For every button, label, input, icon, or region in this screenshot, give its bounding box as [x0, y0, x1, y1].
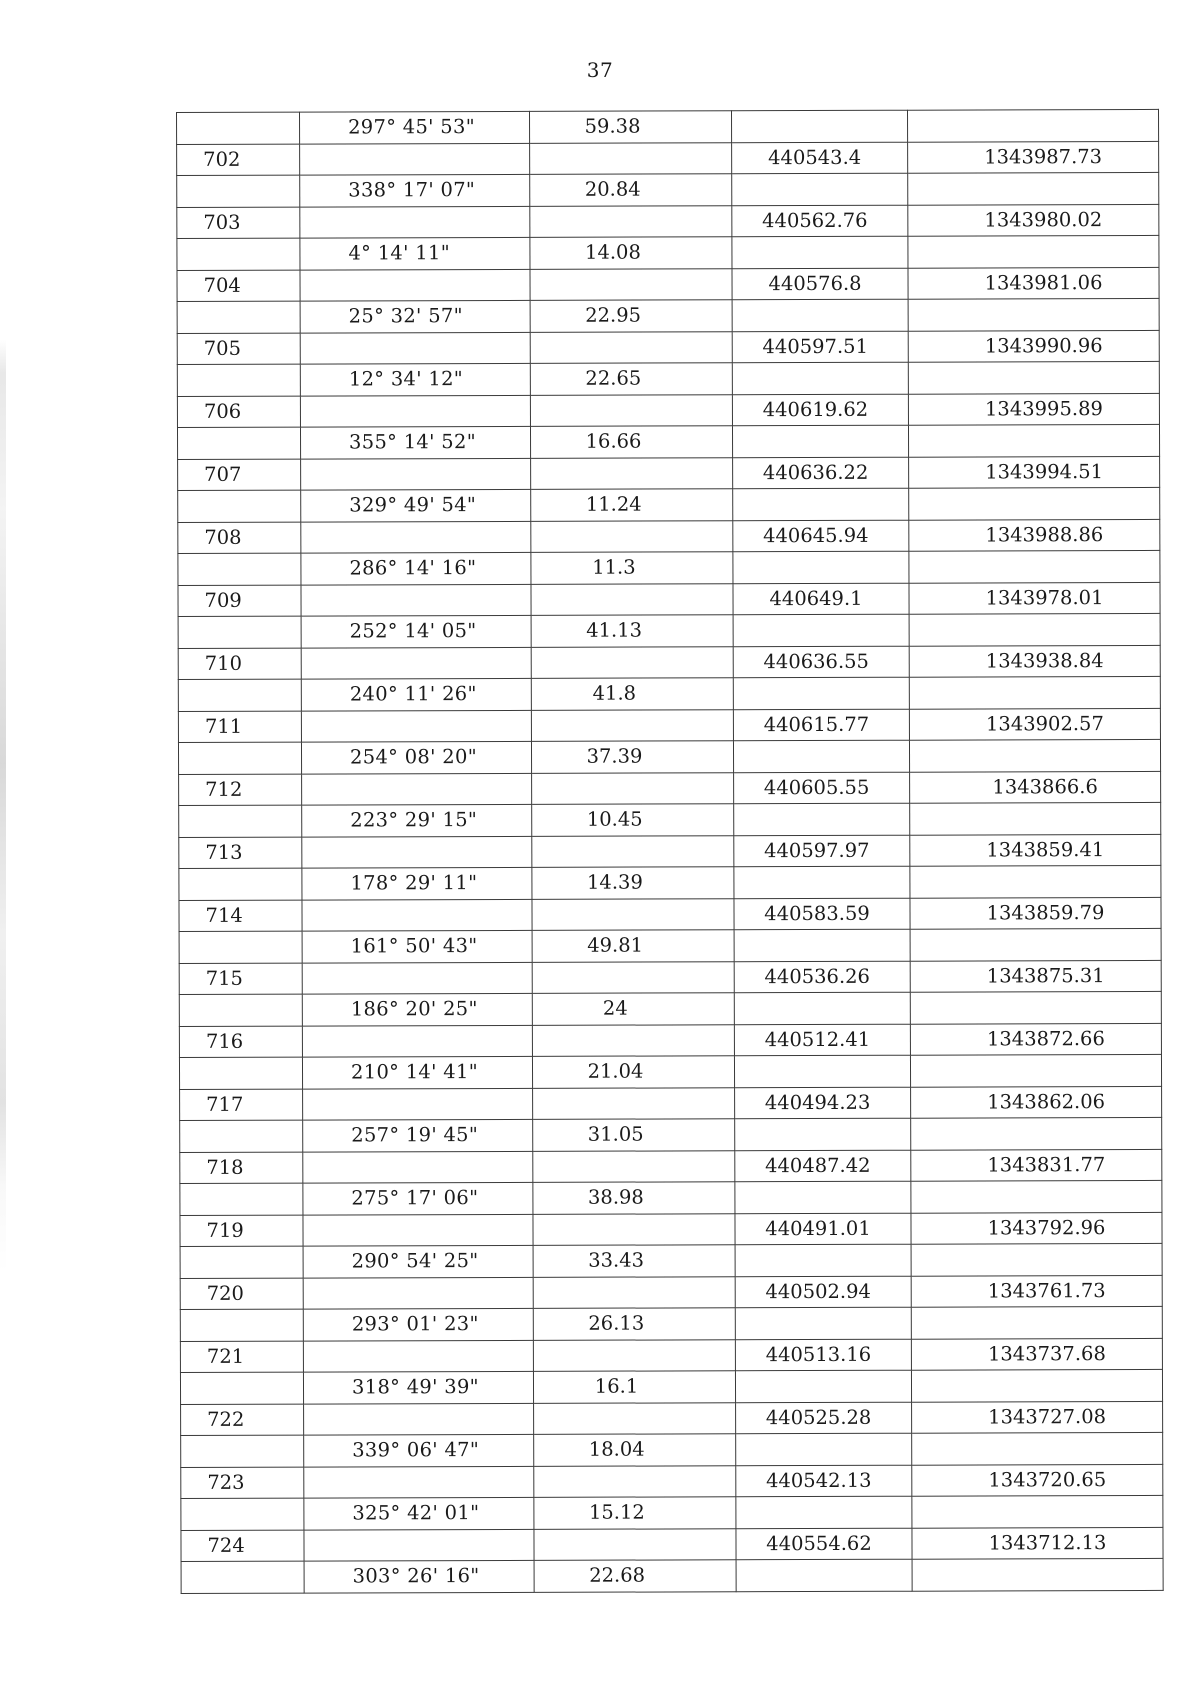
easting-cell-empty — [736, 1433, 912, 1465]
point-id-cell-empty — [179, 868, 302, 900]
point-id-cell-empty — [181, 1498, 304, 1530]
bearing-cell-empty — [304, 1466, 534, 1498]
point-id-cell-empty — [178, 742, 301, 774]
easting-cell: 440554.62 — [736, 1528, 912, 1560]
easting-cell: 440525.28 — [736, 1402, 912, 1434]
distance-cell-empty — [534, 1528, 736, 1560]
point-id-cell: 724 — [181, 1530, 304, 1562]
bearing-cell: 297° 45' 53" — [300, 111, 530, 143]
coordinate-table-body — [177, 109, 1164, 1593]
point-row — [178, 708, 1160, 743]
bearing-cell: 293° 01' 23" — [303, 1308, 533, 1340]
segment-row — [178, 487, 1160, 522]
distance-cell-empty — [532, 835, 734, 867]
easting-cell: 440615.77 — [733, 709, 909, 741]
northing-cell: 1343902.57 — [909, 708, 1160, 740]
point-row — [177, 393, 1159, 428]
northing-cell-empty — [910, 802, 1161, 834]
easting-cell: 440636.55 — [733, 646, 909, 678]
segment-row — [181, 1558, 1163, 1593]
point-id-cell: 721 — [180, 1341, 303, 1373]
northing-cell-empty — [911, 1369, 1162, 1401]
easting-cell: 440583.59 — [734, 898, 910, 930]
northing-cell: 1343737.68 — [911, 1338, 1162, 1370]
point-row — [179, 771, 1161, 806]
point-id-cell-empty — [181, 1561, 304, 1593]
distance-cell-empty — [533, 1150, 735, 1182]
segment-row — [180, 1243, 1162, 1278]
distance-cell: 41.13 — [531, 615, 733, 647]
northing-cell: 1343859.41 — [910, 834, 1161, 866]
easting-cell: 440597.97 — [734, 835, 910, 867]
easting-cell: 440542.13 — [736, 1465, 912, 1497]
point-row — [179, 1023, 1161, 1058]
distance-cell: 26.13 — [533, 1308, 735, 1340]
northing-cell: 1343862.06 — [911, 1086, 1162, 1118]
northing-cell: 1343990.96 — [908, 330, 1159, 362]
bearing-cell-empty — [304, 1403, 534, 1435]
bearing-cell-empty — [300, 332, 530, 364]
northing-cell-empty — [912, 1495, 1163, 1527]
point-id-cell: 704 — [177, 270, 300, 302]
bearing-cell-empty — [302, 962, 532, 994]
bearing-cell: 161° 50' 43" — [302, 930, 532, 962]
bearing-cell: 12° 34' 12" — [300, 363, 530, 395]
segment-row — [180, 1369, 1162, 1404]
bearing-cell: 257° 19' 45" — [303, 1119, 533, 1151]
segment-row — [179, 928, 1161, 963]
northing-cell: 1343994.51 — [909, 456, 1160, 488]
northing-cell-empty — [910, 991, 1161, 1023]
point-id-cell-empty — [179, 994, 302, 1026]
point-row — [179, 897, 1161, 932]
distance-cell-empty — [531, 709, 733, 741]
distance-cell: 22.65 — [530, 363, 732, 395]
distance-cell-empty — [534, 1465, 736, 1497]
segment-row — [178, 676, 1160, 711]
point-id-cell-empty — [177, 364, 300, 396]
easting-cell: 440491.01 — [735, 1213, 911, 1245]
point-row — [178, 582, 1160, 617]
easting-cell: 440605.55 — [734, 772, 910, 804]
northing-cell-empty — [908, 172, 1159, 204]
distance-cell: 14.39 — [532, 867, 734, 899]
segment-row — [181, 1495, 1163, 1530]
easting-cell: 440645.94 — [733, 520, 909, 552]
bearing-cell: 290° 54' 25" — [303, 1245, 533, 1277]
distance-cell-empty — [530, 331, 732, 363]
bearing-cell-empty — [302, 1025, 532, 1057]
easting-cell-empty — [734, 992, 910, 1024]
bearing-cell: 254° 08' 20" — [301, 741, 531, 773]
northing-cell: 1343859.79 — [910, 897, 1161, 929]
bearing-cell: 325° 42' 01" — [304, 1497, 534, 1529]
point-row — [177, 267, 1159, 302]
bearing-cell: 286° 14' 16" — [301, 552, 531, 584]
point-id-cell: 716 — [179, 1026, 302, 1058]
coordinate-table — [176, 109, 1164, 1594]
bearing-cell-empty — [302, 773, 532, 805]
point-id-cell-empty — [177, 427, 300, 459]
bearing-cell: 178° 29' 11" — [302, 867, 532, 899]
northing-cell: 1343988.86 — [909, 519, 1160, 551]
easting-cell: 440513.16 — [735, 1339, 911, 1371]
distance-cell-empty — [534, 1402, 736, 1434]
segment-row — [177, 424, 1159, 459]
point-row — [181, 1464, 1163, 1499]
easting-cell-empty — [731, 110, 907, 142]
point-id-cell: 719 — [180, 1215, 303, 1247]
bearing-cell-empty — [301, 584, 531, 616]
segment-row — [180, 1306, 1162, 1341]
bearing-cell: 339° 06' 47" — [304, 1434, 534, 1466]
point-id-cell: 707 — [178, 459, 301, 491]
easting-cell-empty — [736, 1496, 912, 1528]
distance-cell-empty — [533, 1276, 735, 1308]
point-id-cell-empty — [179, 1057, 302, 1089]
northing-cell-empty — [910, 865, 1161, 897]
northing-cell-empty — [909, 613, 1160, 645]
segment-row — [177, 235, 1159, 270]
point-id-cell: 711 — [178, 711, 301, 743]
point-row — [181, 1527, 1163, 1562]
northing-cell: 1343980.02 — [908, 204, 1159, 236]
distance-cell-empty — [531, 520, 733, 552]
easting-cell: 440597.51 — [732, 331, 908, 363]
bearing-cell: 240° 11' 26" — [301, 678, 531, 710]
easting-cell-empty — [735, 1181, 911, 1213]
bearing-cell-empty — [300, 143, 530, 175]
segment-row — [179, 1054, 1161, 1089]
distance-cell-empty — [530, 205, 732, 237]
point-row — [180, 1212, 1162, 1247]
easting-cell: 440562.76 — [732, 205, 908, 237]
bearing-cell-empty — [302, 836, 532, 868]
bearing-cell-empty — [301, 710, 531, 742]
distance-cell: 11.24 — [531, 489, 733, 521]
segment-row — [178, 739, 1160, 774]
point-row — [180, 1338, 1162, 1373]
distance-cell: 16.1 — [533, 1371, 735, 1403]
bearing-cell: 303° 26' 16" — [304, 1560, 534, 1592]
segment-row — [177, 172, 1159, 207]
easting-cell-empty — [733, 740, 909, 772]
northing-cell: 1343978.01 — [909, 582, 1160, 614]
point-id-cell: 715 — [179, 963, 302, 995]
distance-cell: 24 — [532, 993, 734, 1025]
distance-cell: 38.98 — [533, 1182, 735, 1214]
distance-cell-empty — [530, 268, 732, 300]
point-row — [177, 204, 1159, 239]
northing-cell: 1343831.77 — [911, 1149, 1162, 1181]
distance-cell-empty — [533, 1213, 735, 1245]
point-id-cell: 722 — [181, 1404, 304, 1436]
point-id-cell-empty — [177, 112, 300, 144]
point-id-cell: 709 — [178, 585, 301, 617]
northing-cell: 1343987.73 — [908, 141, 1159, 173]
northing-cell-empty — [908, 298, 1159, 330]
easting-cell-empty — [732, 173, 908, 205]
bearing-cell-empty — [300, 269, 530, 301]
northing-cell: 1343872.66 — [910, 1023, 1161, 1055]
bearing-cell: 355° 14' 52" — [300, 426, 530, 458]
distance-cell-empty — [530, 142, 732, 174]
bearing-cell: 25° 32' 57" — [300, 300, 530, 332]
easting-cell-empty — [733, 551, 909, 583]
point-id-cell-empty — [181, 1435, 304, 1467]
easting-cell-empty — [732, 236, 908, 268]
segment-row — [180, 1180, 1162, 1215]
point-id-cell: 708 — [178, 522, 301, 554]
segment-row — [177, 298, 1159, 333]
point-id-cell-empty — [179, 805, 302, 837]
bearing-cell-empty — [304, 1529, 534, 1561]
point-id-cell-empty — [180, 1246, 303, 1278]
distance-cell: 31.05 — [533, 1119, 735, 1151]
point-row — [180, 1275, 1162, 1310]
point-row — [178, 456, 1160, 491]
easting-cell-empty — [735, 1307, 911, 1339]
distance-cell: 20.84 — [530, 174, 732, 206]
point-row — [180, 1149, 1162, 1184]
distance-cell-empty — [532, 898, 734, 930]
bearing-cell: 329° 49' 54" — [301, 489, 531, 521]
northing-cell: 1343727.08 — [912, 1401, 1163, 1433]
bearing-cell-empty — [301, 458, 531, 490]
bearing-cell: 223° 29' 15" — [302, 804, 532, 836]
easting-cell: 440536.26 — [734, 961, 910, 993]
distance-cell: 22.95 — [530, 300, 732, 332]
bearing-cell-empty — [303, 1277, 533, 1309]
easting-cell: 440649.1 — [733, 583, 909, 615]
point-id-cell: 720 — [180, 1278, 303, 1310]
distance-cell: 37.39 — [531, 741, 733, 773]
northing-cell-empty — [908, 361, 1159, 393]
distance-cell: 10.45 — [532, 804, 734, 836]
northing-cell-empty — [910, 1054, 1161, 1086]
northing-cell-empty — [911, 1243, 1162, 1275]
point-id-cell-empty — [178, 553, 301, 585]
bearing-cell-empty — [301, 647, 531, 679]
segment-row — [181, 1432, 1163, 1467]
northing-cell-empty — [908, 424, 1159, 456]
northing-cell: 1343712.13 — [912, 1527, 1163, 1559]
segment-row — [178, 550, 1160, 585]
bearing-cell-empty — [300, 206, 530, 238]
distance-cell-empty — [531, 457, 733, 489]
point-id-cell-empty — [177, 175, 300, 207]
northing-cell: 1343938.84 — [909, 645, 1160, 677]
distance-cell: 21.04 — [532, 1056, 734, 1088]
point-row — [178, 519, 1160, 554]
bearing-cell: 275° 17' 06" — [303, 1182, 533, 1214]
northing-cell-empty — [909, 739, 1160, 771]
northing-cell: 1343720.65 — [912, 1464, 1163, 1496]
point-id-cell-empty — [180, 1372, 303, 1404]
bearing-cell-empty — [303, 1340, 533, 1372]
point-id-cell: 714 — [179, 900, 302, 932]
northing-cell-empty — [911, 1306, 1162, 1338]
bearing-cell: 4° 14' 11" — [300, 237, 530, 269]
northing-cell: 1343981.06 — [908, 267, 1159, 299]
segment-row — [179, 991, 1161, 1026]
easting-cell-empty — [732, 362, 908, 394]
point-id-cell: 718 — [180, 1152, 303, 1184]
easting-cell: 440494.23 — [735, 1087, 911, 1119]
segment-row — [180, 1117, 1162, 1152]
point-id-cell: 712 — [179, 774, 302, 806]
distance-cell: 14.08 — [530, 237, 732, 269]
point-id-cell-empty — [180, 1309, 303, 1341]
bearing-cell-empty — [303, 1151, 533, 1183]
distance-cell-empty — [531, 583, 733, 615]
point-row — [179, 960, 1161, 995]
distance-cell-empty — [531, 646, 733, 678]
bearing-cell-empty — [300, 395, 530, 427]
point-id-cell-empty — [180, 1120, 303, 1152]
scan-edge-shadow — [0, 0, 6, 1697]
easting-cell-empty — [732, 299, 908, 331]
northing-cell-empty — [908, 235, 1159, 267]
segment-row — [177, 109, 1159, 144]
point-id-cell-empty — [177, 301, 300, 333]
point-row — [177, 330, 1159, 365]
easting-cell-empty — [735, 1118, 911, 1150]
easting-cell: 440636.22 — [733, 457, 909, 489]
distance-cell-empty — [532, 772, 734, 804]
northing-cell: 1343761.73 — [911, 1275, 1162, 1307]
point-id-cell: 703 — [177, 207, 300, 239]
segment-row — [179, 802, 1161, 837]
easting-cell: 440487.42 — [735, 1150, 911, 1182]
distance-cell: 33.43 — [533, 1245, 735, 1277]
bearing-cell: 186° 20' 25" — [302, 993, 532, 1025]
bearing-cell-empty — [303, 1088, 533, 1120]
point-row — [177, 141, 1159, 176]
distance-cell: 15.12 — [534, 1497, 736, 1529]
distance-cell: 59.38 — [529, 111, 731, 143]
distance-cell-empty — [530, 394, 732, 426]
point-row — [181, 1401, 1163, 1436]
easting-cell-empty — [735, 1244, 911, 1276]
distance-cell: 11.3 — [531, 552, 733, 584]
northing-cell-empty — [912, 1558, 1163, 1590]
point-id-cell-empty — [177, 238, 300, 270]
northing-cell-empty — [909, 550, 1160, 582]
bearing-cell: 210° 14' 41" — [302, 1056, 532, 1088]
distance-cell-empty — [532, 1024, 734, 1056]
distance-cell-empty — [533, 1339, 735, 1371]
easting-cell: 440502.94 — [735, 1276, 911, 1308]
northing-cell: 1343792.96 — [911, 1212, 1162, 1244]
easting-cell-empty — [733, 488, 909, 520]
point-id-cell-empty — [180, 1183, 303, 1215]
easting-cell-empty — [732, 425, 908, 457]
easting-cell-empty — [735, 1370, 911, 1402]
page-number: 37 — [586, 58, 614, 82]
point-id-cell-empty — [178, 679, 301, 711]
bearing-cell: 338° 17' 07" — [300, 174, 530, 206]
point-id-cell: 710 — [178, 648, 301, 680]
easting-cell-empty — [734, 1055, 910, 1087]
bearing-cell-empty — [303, 1214, 533, 1246]
northing-cell: 1343995.89 — [908, 393, 1159, 425]
northing-cell-empty — [912, 1432, 1163, 1464]
bearing-cell-empty — [301, 521, 531, 553]
distance-cell-empty — [533, 1087, 735, 1119]
segment-row — [179, 865, 1161, 900]
bearing-cell: 318° 49' 39" — [303, 1371, 533, 1403]
northing-cell-empty — [907, 109, 1158, 141]
easting-cell-empty — [733, 614, 909, 646]
point-id-cell: 713 — [179, 837, 302, 869]
easting-cell-empty — [734, 929, 910, 961]
distance-cell: 41.8 — [531, 678, 733, 710]
point-row — [180, 1086, 1162, 1121]
easting-cell: 440543.4 — [732, 142, 908, 174]
easting-cell: 440512.41 — [734, 1024, 910, 1056]
point-id-cell: 706 — [177, 396, 300, 428]
point-id-cell-empty — [178, 490, 301, 522]
northing-cell-empty — [910, 928, 1161, 960]
northing-cell: 1343875.31 — [910, 960, 1161, 992]
point-id-cell-empty — [179, 931, 302, 963]
distance-cell: 49.81 — [532, 930, 734, 962]
northing-cell-empty — [909, 676, 1160, 708]
point-id-cell: 717 — [180, 1089, 303, 1121]
point-id-cell-empty — [178, 616, 301, 648]
distance-cell: 22.68 — [534, 1560, 736, 1592]
easting-cell-empty — [734, 803, 910, 835]
distance-cell: 18.04 — [534, 1434, 736, 1466]
easting-cell-empty — [736, 1559, 912, 1591]
point-id-cell: 723 — [181, 1467, 304, 1499]
easting-cell: 440576.8 — [732, 268, 908, 300]
bearing-cell-empty — [302, 899, 532, 931]
northing-cell-empty — [909, 487, 1160, 519]
northing-cell-empty — [911, 1117, 1162, 1149]
northing-cell-empty — [911, 1180, 1162, 1212]
easting-cell-empty — [734, 866, 910, 898]
easting-cell-empty — [733, 677, 909, 709]
easting-cell: 440619.62 — [732, 394, 908, 426]
distance-cell: 16.66 — [530, 426, 732, 458]
point-id-cell: 705 — [177, 333, 300, 365]
point-row — [178, 645, 1160, 680]
point-id-cell: 702 — [177, 144, 300, 176]
segment-row — [177, 361, 1159, 396]
point-row — [179, 834, 1161, 869]
distance-cell-empty — [532, 961, 734, 993]
northing-cell: 1343866.6 — [910, 771, 1161, 803]
bearing-cell: 252° 14' 05" — [301, 615, 531, 647]
segment-row — [178, 613, 1160, 648]
